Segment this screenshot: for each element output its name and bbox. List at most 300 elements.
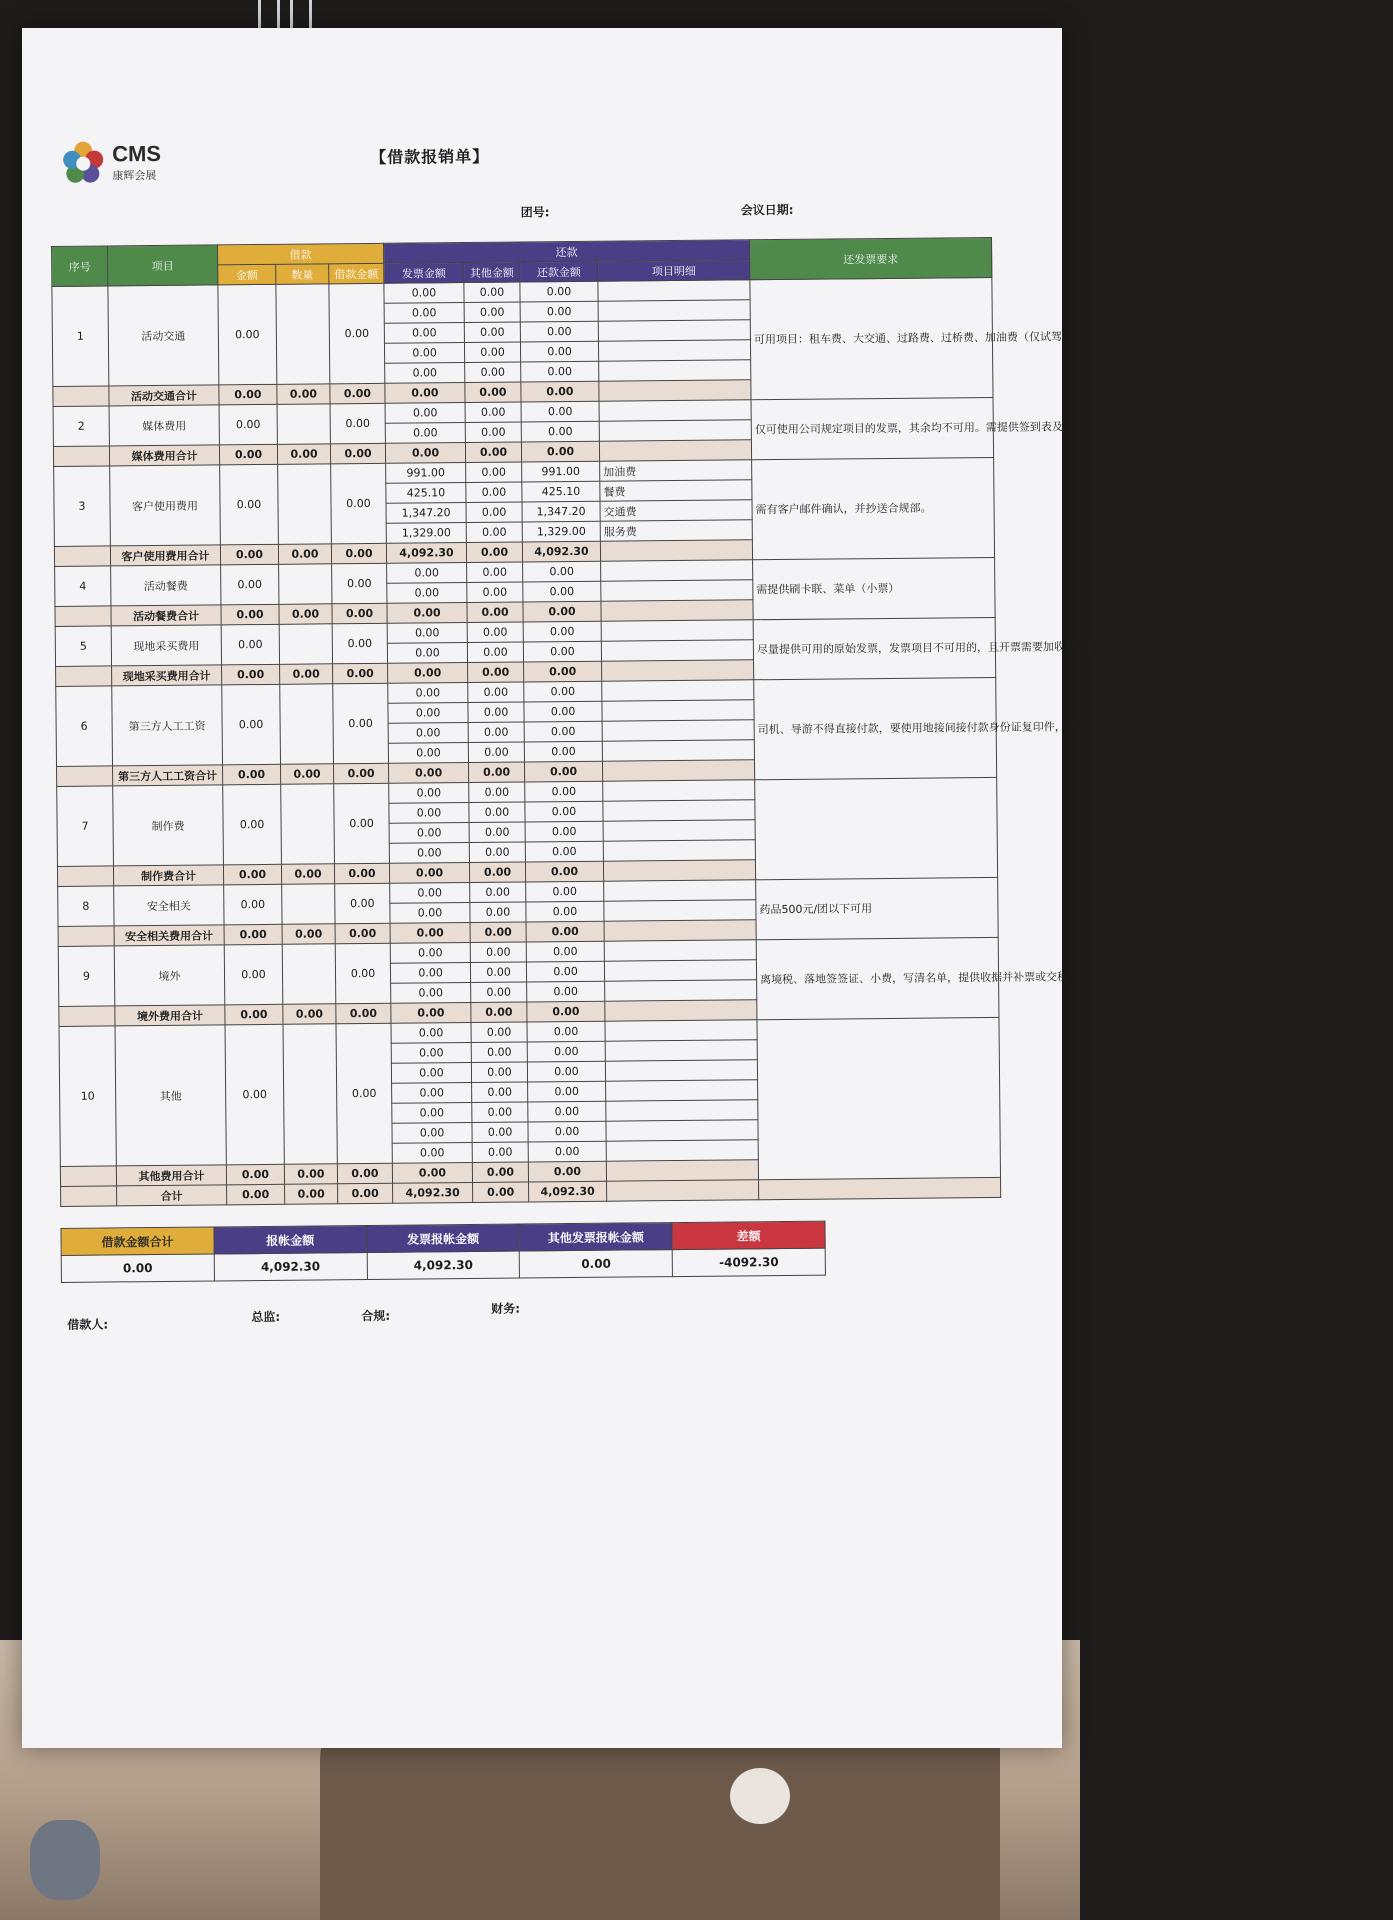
other-amount-cell: 0.00 (472, 1082, 528, 1103)
section-name: 现地采买费用 (111, 625, 221, 666)
summary-header-reimburse: 报帐金额 (214, 1226, 367, 1254)
item-detail-cell: 服务费 (600, 520, 752, 541)
subtotal-other: 0.00 (465, 382, 521, 403)
header-seq: 序号 (52, 246, 108, 287)
subtotal-invoice: 0.00 (390, 923, 470, 944)
subtotal-repay: 0.00 (521, 381, 599, 402)
item-detail-cell (605, 1020, 757, 1041)
loan-amount-cell: 0.00 (222, 684, 281, 765)
header-other-amount: 其他金额 (464, 262, 520, 283)
invoice-amount-cell: 0.00 (392, 1102, 472, 1123)
item-detail-cell (604, 940, 756, 961)
loan-quantity-cell (278, 464, 332, 545)
invoice-amount-cell: 0.00 (391, 1062, 471, 1083)
group-no-label: 团号: (520, 205, 550, 220)
summary-reimburse: 4,092.30 (214, 1253, 367, 1281)
item-detail-cell (598, 340, 750, 361)
invoice-amount-cell: 1,329.00 (386, 523, 466, 544)
invoice-amount-cell: 0.00 (387, 643, 467, 664)
other-amount-cell: 0.00 (472, 1102, 528, 1123)
other-amount-cell: 0.00 (471, 982, 527, 1003)
loan-quantity-cell (282, 884, 335, 925)
item-detail-cell (606, 1120, 758, 1141)
item-detail-cell (601, 560, 753, 581)
other-amount-cell: 0.00 (465, 422, 521, 443)
other-amount-cell: 0.00 (470, 962, 526, 983)
repay-amount-cell: 0.00 (520, 341, 598, 362)
subtotal-label: 现地采买费用合计 (112, 665, 222, 686)
invoice-requirement-note: 需有客户邮件确认，并抄送合规部。 (752, 457, 995, 559)
compliance-signature-label: 合规: (361, 1308, 391, 1324)
repay-amount-cell: 0.00 (524, 701, 602, 722)
loan-amount-cell: 0.00 (225, 1024, 284, 1165)
subtotal-detail (599, 380, 751, 401)
subtotal-amount: 0.00 (224, 924, 282, 945)
loan-total-cell: 0.00 (333, 683, 389, 764)
loan-amount-cell: 0.00 (220, 464, 279, 545)
invoice-amount-cell: 0.00 (384, 323, 464, 344)
other-amount-cell: 0.00 (466, 502, 522, 523)
grand-total-label: 合计 (117, 1185, 227, 1206)
invoice-amount-cell: 0.00 (389, 783, 469, 804)
subtotal-seq (54, 546, 110, 567)
subtotal-loan: 0.00 (337, 1163, 392, 1184)
subtotal-label: 客户使用费用合计 (110, 545, 220, 566)
repay-amount-cell: 0.00 (521, 361, 599, 382)
invoice-requirement-note: 司机、导游不得直接付款，要使用地接间接付款身份证复印件，收条，签字即可，每人超过800元/人，需要补票或交个人所得税。 (754, 677, 997, 779)
section-name: 安全相关 (114, 885, 224, 926)
section-number: 8 (58, 886, 114, 927)
repay-amount-cell: 1,329.00 (522, 521, 600, 542)
header-item-detail: 项目明细 (598, 260, 750, 281)
invoice-amount-cell: 0.00 (392, 1142, 472, 1163)
loan-quantity-cell (279, 564, 332, 605)
loan-amount-cell: 0.00 (221, 564, 279, 605)
subtotal-quantity: 0.00 (279, 604, 332, 625)
invoice-amount-cell: 0.00 (384, 303, 464, 324)
loan-quantity-cell (277, 404, 330, 445)
company-logo (60, 139, 201, 200)
header-item: 项目 (108, 245, 218, 286)
header-repay: 还款 (384, 240, 750, 264)
item-detail-cell (601, 620, 753, 641)
section-number: 9 (58, 946, 115, 1007)
subtotal-amount: 0.00 (219, 444, 277, 465)
other-amount-cell: 0.00 (467, 562, 523, 583)
finance-signature-label: 财务: (491, 1301, 521, 1316)
header-loan-amount: 借款金额 (329, 263, 384, 284)
repay-amount-cell: 0.00 (528, 1101, 606, 1122)
repay-amount-cell: 991.00 (522, 461, 600, 482)
summary-loan-total: 0.00 (61, 1254, 214, 1282)
item-detail-cell (602, 700, 754, 721)
summary-header-other-invoice: 其他发票报帐金额 (519, 1223, 672, 1251)
loan-amount-cell: 0.00 (224, 884, 282, 925)
subtotal-loan: 0.00 (334, 863, 389, 884)
loan-quantity-cell (279, 624, 332, 665)
invoice-amount-cell: 0.00 (388, 723, 468, 744)
loan-total-cell: 0.00 (336, 1023, 392, 1164)
other-amount-cell: 0.00 (468, 722, 524, 743)
invoice-requirement-note: 可用项目：租车费、大交通、过路费、过桥费、加油费（仅试驾活动可用，且只可使用活动当时当地的加油票） (750, 277, 993, 399)
invoice-amount-cell: 0.00 (389, 843, 469, 864)
paper-sheet (22, 28, 1388, 1748)
repay-amount-cell: 0.00 (525, 821, 603, 842)
repay-amount-cell: 0.00 (528, 1121, 606, 1142)
subtotal-seq (56, 666, 112, 687)
item-detail-cell (599, 360, 751, 381)
repay-amount-cell: 0.00 (525, 781, 603, 802)
section-name: 其他 (115, 1025, 226, 1166)
subtotal-quantity: 0.00 (281, 764, 334, 785)
subtotal-invoice: 4,092.30 (386, 543, 466, 564)
other-amount-cell: 0.00 (465, 402, 521, 423)
section-number: 7 (57, 786, 114, 867)
repay-amount-cell: 0.00 (524, 741, 602, 762)
invoice-amount-cell: 0.00 (392, 1082, 472, 1103)
item-detail-cell: 交通费 (600, 500, 752, 521)
item-detail-cell (601, 580, 753, 601)
item-detail-cell (604, 880, 756, 901)
subtotal-loan: 0.00 (330, 383, 385, 404)
section-number: 5 (55, 626, 111, 667)
header-repay-amount: 还款金额 (520, 261, 598, 282)
subtotal-invoice: 0.00 (391, 1003, 471, 1024)
invoice-amount-cell: 0.00 (392, 1122, 472, 1143)
other-amount-cell: 0.00 (464, 302, 520, 323)
invoice-amount-cell: 0.00 (385, 363, 465, 384)
invoice-requirement-note: 需提供刷卡联、菜单（小票） (753, 557, 996, 619)
summary-header-loan-total: 借款金额合计 (61, 1227, 214, 1255)
subtotal-label: 境外费用合计 (115, 1005, 225, 1026)
other-amount-cell: 0.00 (467, 622, 523, 643)
other-amount-cell: 0.00 (470, 902, 526, 923)
section-name: 客户使用费用 (110, 465, 221, 546)
subtotal-label: 安全相关费用合计 (114, 925, 224, 946)
other-amount-cell: 0.00 (472, 1142, 528, 1163)
other-amount-cell: 0.00 (464, 342, 520, 363)
grand-total-qty: 0.00 (285, 1184, 338, 1205)
director-signature-label: 总监: (251, 1309, 281, 1325)
item-detail-cell (599, 420, 751, 441)
item-detail-cell (598, 320, 750, 341)
repay-amount-cell: 0.00 (521, 421, 599, 442)
flower-logo-icon (60, 139, 106, 185)
invoice-amount-cell: 0.00 (387, 583, 467, 604)
invoice-amount-cell: 0.00 (385, 423, 465, 444)
subtotal-other: 0.00 (466, 542, 522, 563)
subtotal-seq (58, 926, 114, 947)
subtotal-detail (604, 920, 756, 941)
other-amount-cell: 0.00 (471, 1022, 527, 1043)
subtotal-repay: 0.00 (523, 601, 601, 622)
loan-total-cell: 0.00 (331, 463, 387, 544)
subtotal-repay: 0.00 (525, 761, 603, 782)
section-number: 10 (59, 1026, 116, 1167)
invoice-amount-cell: 0.00 (385, 403, 465, 424)
other-amount-cell: 0.00 (464, 322, 520, 343)
subtotal-amount: 0.00 (223, 864, 281, 885)
repay-amount-cell: 425.10 (522, 481, 600, 502)
subtotal-invoice: 0.00 (387, 603, 467, 624)
invoice-amount-cell: 0.00 (387, 563, 467, 584)
loan-amount-cell: 0.00 (224, 944, 283, 1005)
subtotal-detail (603, 860, 755, 881)
loan-quantity-cell (280, 684, 334, 765)
expense-table-body (52, 277, 1388, 1186)
repay-amount-cell: 0.00 (526, 901, 604, 922)
repay-amount-cell: 0.00 (521, 401, 599, 422)
other-amount-cell: 0.00 (471, 1062, 527, 1083)
invoice-amount-cell: 425.10 (386, 483, 466, 504)
subtotal-amount: 0.00 (219, 384, 277, 405)
repay-amount-cell: 0.00 (520, 321, 598, 342)
invoice-amount-cell: 0.00 (389, 803, 469, 824)
loan-total-cell: 0.00 (334, 783, 390, 864)
subtotal-amount: 0.00 (226, 1164, 284, 1185)
reimbursement-form (50, 130, 1388, 1332)
other-amount-cell: 0.00 (470, 882, 526, 903)
item-detail-cell (605, 1040, 757, 1061)
subtotal-label: 媒体费用合计 (109, 445, 219, 466)
brand-name: CMS (112, 140, 162, 167)
repay-amount-cell: 0.00 (523, 621, 601, 642)
chair-wheel (30, 1820, 100, 1900)
other-amount-cell: 0.00 (471, 1042, 527, 1063)
invoice-amount-cell: 0.00 (390, 943, 470, 964)
other-amount-cell: 0.00 (466, 522, 522, 543)
subtotal-quantity: 0.00 (277, 444, 330, 465)
grand-total-loan: 0.00 (338, 1183, 393, 1204)
subtotal-other: 0.00 (465, 442, 521, 463)
item-detail-cell (604, 960, 756, 981)
subtotal-amount: 0.00 (225, 1004, 283, 1025)
other-amount-cell: 0.00 (465, 362, 521, 383)
subtotal-detail (605, 1000, 757, 1021)
meeting-date-label: 会议日期: (740, 202, 794, 218)
subtotal-repay: 4,092.30 (522, 541, 600, 562)
form-title: 【借款报销单】 (370, 146, 490, 167)
subtotal-invoice: 0.00 (388, 663, 468, 684)
repay-amount-cell: 0.00 (520, 301, 598, 322)
other-amount-cell: 0.00 (469, 842, 525, 863)
grand-total-detail (607, 1180, 759, 1201)
other-amount-cell: 0.00 (469, 822, 525, 843)
header-invoice-requirement: 还发票要求 (750, 237, 992, 279)
subtotal-repay: 0.00 (524, 661, 602, 682)
subtotal-quantity: 0.00 (284, 1164, 337, 1185)
loan-amount-cell: 0.00 (218, 284, 277, 385)
subtotal-loan: 0.00 (331, 543, 386, 564)
loan-total-cell: 0.00 (335, 883, 390, 924)
invoice-requirement-note (757, 1017, 1001, 1179)
subtotal-invoice: 0.00 (389, 763, 469, 784)
loan-amount-cell: 0.00 (221, 624, 279, 665)
loan-amount-cell: 0.00 (223, 784, 282, 865)
header-loan: 借款 (218, 243, 384, 265)
loan-amount-cell: 0.00 (219, 404, 277, 445)
subtotal-detail (601, 600, 753, 621)
item-detail-cell (606, 1140, 758, 1161)
subtotal-loan: 0.00 (336, 1003, 391, 1024)
subtotal-seq (53, 446, 109, 467)
subtotal-repay: 0.00 (521, 441, 599, 462)
subtotal-invoice: 0.00 (385, 443, 465, 464)
section-name: 活动交通 (108, 285, 219, 386)
item-detail-cell (603, 820, 755, 841)
repay-amount-cell: 0.00 (527, 981, 605, 1002)
subtotal-other: 0.00 (468, 662, 524, 683)
invoice-amount-cell: 0.00 (390, 963, 470, 984)
subtotal-seq (55, 606, 111, 627)
item-detail-cell: 餐费 (600, 480, 752, 501)
subtotal-detail (603, 760, 755, 781)
other-amount-cell: 0.00 (469, 802, 525, 823)
section-number: 4 (55, 566, 111, 607)
repay-amount-cell: 0.00 (523, 641, 601, 662)
other-amount-cell: 0.00 (472, 1122, 528, 1143)
invoice-amount-cell: 991.00 (386, 463, 466, 484)
loan-total-cell: 0.00 (332, 623, 387, 664)
subtotal-detail (600, 540, 752, 561)
subtotal-loan: 0.00 (333, 663, 388, 684)
invoice-amount-cell: 0.00 (390, 903, 470, 924)
repay-amount-cell: 0.00 (525, 801, 603, 822)
repay-amount-cell: 0.00 (524, 681, 602, 702)
borrower-signature-label: 借款人: (67, 1317, 109, 1332)
section-name: 活动餐费 (111, 565, 221, 606)
item-detail-cell (603, 840, 755, 861)
grand-total-requirement (759, 1177, 1001, 1199)
header-quantity: 数量 (276, 264, 329, 285)
repay-amount-cell: 0.00 (524, 721, 602, 742)
repay-amount-cell: 0.00 (528, 1141, 606, 1162)
item-detail-cell (602, 680, 754, 701)
subtotal-amount: 0.00 (221, 604, 279, 625)
subtotal-label: 第三方人工工资合计 (113, 765, 223, 786)
subtotal-amount: 0.00 (223, 764, 281, 785)
subtotal-invoice: 0.00 (385, 383, 465, 404)
subtotal-quantity: 0.00 (281, 864, 334, 885)
subtotal-label: 其他费用合计 (116, 1165, 226, 1186)
section-number: 6 (56, 686, 113, 767)
invoice-requirement-note: 离境税、落地签签证、小费，写清名单，提供收据并补票或交税 (756, 937, 999, 1019)
item-detail-cell (598, 280, 750, 301)
repay-amount-cell: 0.00 (526, 941, 604, 962)
other-amount-cell: 0.00 (468, 742, 524, 763)
summary-invoice-reimburse: 4,092.30 (367, 1251, 520, 1279)
subtotal-loan: 0.00 (330, 443, 385, 464)
grand-total-repay: 4,092.30 (529, 1181, 607, 1202)
repay-amount-cell: 0.00 (523, 581, 601, 602)
grand-total-invoice: 4,092.30 (393, 1182, 473, 1203)
loan-total-cell: 0.00 (332, 563, 387, 604)
repay-amount-cell: 1,347.20 (522, 501, 600, 522)
other-amount-cell: 0.00 (468, 702, 524, 723)
item-detail-cell (605, 1060, 757, 1081)
item-detail-cell (602, 740, 754, 761)
subtotal-quantity: 0.00 (277, 384, 330, 405)
loan-quantity-cell (283, 1024, 337, 1165)
subtotal-seq (57, 766, 113, 787)
repay-amount-cell: 0.00 (526, 881, 604, 902)
other-amount-cell: 0.00 (466, 482, 522, 503)
subtotal-repay: 0.00 (526, 921, 604, 942)
subtotal-repay: 0.00 (528, 1161, 606, 1182)
invoice-amount-cell: 0.00 (390, 883, 470, 904)
header-invoice-amount: 发票金额 (384, 263, 464, 284)
repay-amount-cell: 0.00 (527, 1041, 605, 1062)
invoice-amount-cell: 0.00 (391, 983, 471, 1004)
section-name: 境外 (114, 945, 225, 1006)
subtotal-detail (599, 440, 751, 461)
summary-difference: -4092.30 (672, 1248, 825, 1276)
invoice-amount-cell: 0.00 (391, 1022, 471, 1043)
invoice-requirement-note: 仅可使用公司规定项目的发票，其余均不可用。需提供签到表及收条。 (751, 397, 994, 459)
repay-amount-cell: 0.00 (520, 281, 598, 302)
subtotal-detail (602, 660, 754, 681)
item-detail-cell (602, 720, 754, 741)
section-number: 2 (53, 406, 109, 447)
subtotal-seq (53, 386, 109, 407)
subtotal-amount: 0.00 (222, 664, 280, 685)
other-amount-cell: 0.00 (469, 782, 525, 803)
subtotal-label: 活动交通合计 (109, 385, 219, 406)
subtotal-invoice: 0.00 (392, 1162, 472, 1183)
subtotal-other: 0.00 (472, 1162, 528, 1183)
subtotal-other: 0.00 (469, 762, 525, 783)
subtotal-amount: 0.00 (220, 544, 278, 565)
invoice-amount-cell: 0.00 (388, 743, 468, 764)
loan-total-cell: 0.00 (329, 283, 385, 384)
item-detail-cell: 加油费 (600, 460, 752, 481)
subtotal-quantity: 0.00 (283, 1004, 336, 1025)
loan-total-cell: 0.00 (335, 943, 391, 1004)
item-detail-cell (603, 780, 755, 801)
other-amount-cell: 0.00 (467, 642, 523, 663)
subtotal-invoice: 0.00 (389, 863, 469, 884)
invoice-amount-cell: 0.00 (388, 683, 468, 704)
repay-amount-cell: 0.00 (527, 1021, 605, 1042)
summary-header-difference: 差额 (672, 1221, 825, 1249)
section-name: 媒体费用 (109, 405, 219, 446)
subtotal-repay: 0.00 (527, 1001, 605, 1022)
section-number: 1 (52, 286, 109, 387)
brand-name-cn: 康辉会展 (112, 168, 157, 183)
loan-quantity-cell (281, 784, 335, 865)
expense-table (51, 237, 1388, 1207)
item-detail-cell (599, 400, 751, 421)
section-name: 第三方人工工资 (112, 685, 223, 766)
item-detail-cell (601, 640, 753, 661)
repay-amount-cell: 0.00 (528, 1081, 606, 1102)
invoice-amount-cell: 0.00 (389, 823, 469, 844)
grand-total-amount: 0.00 (227, 1184, 285, 1205)
subtotal-seq (57, 866, 113, 887)
invoice-amount-cell: 0.00 (384, 283, 464, 304)
other-amount-cell: 0.00 (468, 682, 524, 703)
invoice-requirement-note: 药品500元/团以下可用 (756, 877, 999, 939)
item-detail-cell (603, 800, 755, 821)
subtotal-seq (60, 1166, 116, 1187)
loan-quantity-cell (282, 944, 336, 1005)
repay-amount-cell: 0.00 (526, 961, 604, 982)
subtotal-loan: 0.00 (335, 923, 390, 944)
subtotal-quantity: 0.00 (282, 924, 335, 945)
section-number: 3 (54, 466, 111, 547)
other-amount-cell: 0.00 (467, 582, 523, 603)
invoice-amount-cell: 1,347.20 (386, 503, 466, 524)
